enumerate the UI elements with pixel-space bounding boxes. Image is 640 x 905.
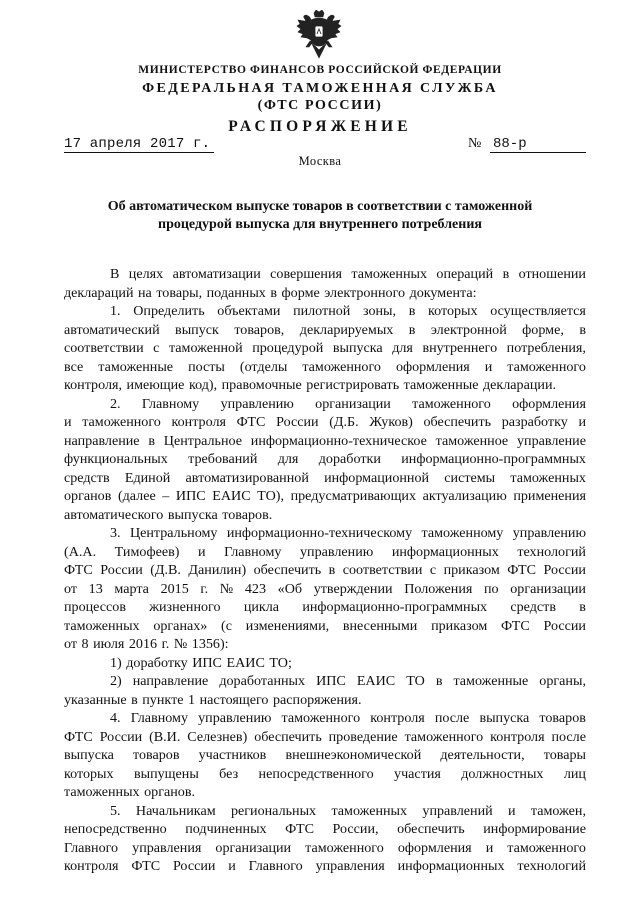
- word: информирование: [483, 821, 586, 837]
- word: жизненного: [149, 599, 221, 615]
- body-line: [64, 598, 586, 617]
- word: подчиненных: [185, 821, 267, 837]
- body-line: [64, 450, 586, 469]
- word: все: [64, 358, 84, 375]
- word: таможенного: [507, 358, 586, 375]
- word: объектами: [217, 303, 281, 319]
- word: информационно-техническое: [250, 432, 427, 449]
- word: ИПС: [175, 488, 206, 504]
- word: ФТС: [507, 562, 537, 578]
- body-line: от 8 июля 2016 г. № 1356):: [64, 636, 229, 652]
- word: Главного: [248, 858, 303, 874]
- word: ТО),: [257, 488, 284, 504]
- body-line: 1) доработку ИПС ЕАИС ТО;: [110, 654, 292, 671]
- word: форме,: [522, 321, 564, 338]
- word: управлению: [300, 543, 374, 560]
- word: утверждении: [313, 580, 393, 597]
- number-label: №: [468, 136, 482, 151]
- word: цикла: [243, 599, 280, 615]
- word: и: [578, 414, 586, 430]
- word: которых: [428, 303, 478, 319]
- word: (далее: [117, 488, 156, 504]
- body-line: таможенных органов.: [64, 784, 196, 800]
- word: таможенному: [421, 525, 504, 541]
- word: России,: [332, 821, 379, 837]
- word: и: [64, 414, 72, 430]
- word: осуществляется: [490, 303, 586, 319]
- word: ФТС: [285, 821, 314, 837]
- body-line: указанные в пункте 1 настоящего распоряжения.: [64, 691, 362, 708]
- word: направление: [64, 432, 140, 449]
- word: и: [198, 543, 206, 560]
- word: направление: [132, 673, 209, 689]
- word: товаров,: [234, 321, 285, 338]
- word: Главному: [224, 543, 282, 560]
- word: декларируемых: [299, 321, 394, 338]
- word: Главному: [130, 710, 189, 726]
- word: требований: [188, 451, 258, 467]
- word: ТО: [406, 673, 425, 689]
- word: с: [429, 562, 437, 578]
- word: таможен,: [530, 802, 586, 819]
- word: Единой: [124, 469, 171, 486]
- word: №: [219, 580, 234, 597]
- word: товаров: [539, 710, 586, 726]
- city: Москва: [298, 154, 342, 168]
- word: управлению: [198, 710, 272, 726]
- word: лиц: [563, 765, 586, 782]
- body-line: [64, 265, 586, 284]
- word: 1.: [110, 303, 121, 319]
- word: Положения: [404, 580, 473, 597]
- word: и: [484, 358, 493, 375]
- word: применения: [513, 488, 586, 504]
- word: обеспечить: [397, 821, 465, 837]
- word: Начальникам: [135, 802, 216, 819]
- word: 2015: [160, 580, 189, 597]
- word: 2): [110, 673, 122, 689]
- body-line: [64, 617, 586, 636]
- document-body: [64, 265, 586, 876]
- word: 423: [244, 580, 266, 597]
- word: разработку: [501, 414, 568, 430]
- word: электронной: [430, 321, 507, 338]
- word: информационных: [391, 543, 499, 560]
- word: таможенных: [510, 469, 586, 486]
- word: отношении: [518, 266, 586, 282]
- word: внешнеэкономической: [285, 747, 422, 763]
- word: в: [435, 673, 443, 689]
- word: Жуков): [369, 414, 413, 430]
- body-line: [64, 524, 586, 543]
- word: Данилин): [188, 562, 247, 578]
- service-name: ФЕДЕРАЛЬНАЯ ТАМОЖЕННАЯ СЛУЖБА: [142, 81, 498, 96]
- ministry-name: МИНИСТЕРСТВО ФИНАНСОВ РОССИЙСКОЙ ФЕДЕРАЦИИ: [138, 64, 502, 76]
- word: таможенные: [98, 358, 174, 375]
- word: ИПС: [316, 673, 346, 689]
- word: таможенного: [305, 839, 384, 856]
- word: органов: [64, 488, 112, 504]
- word: контроля: [370, 710, 425, 726]
- word: ФТС: [131, 858, 161, 874]
- word: региональных: [230, 802, 317, 819]
- title-line: Об автоматическом выпуске товаров в соответствии с таможенной: [107, 199, 533, 214]
- word: и: [228, 858, 236, 874]
- word: в: [408, 303, 416, 319]
- body-line: [64, 857, 586, 876]
- word: организации: [315, 395, 391, 412]
- word: непосредственного: [258, 765, 374, 782]
- word: таможенных: [351, 266, 427, 282]
- word: технологий: [517, 543, 586, 560]
- word: целях: [128, 266, 164, 282]
- word: органах»: [153, 617, 208, 634]
- word: после: [434, 710, 470, 726]
- word: деятельности,: [440, 747, 525, 763]
- word: в: [502, 266, 510, 282]
- body-line: [64, 728, 586, 747]
- word: таможенного: [302, 358, 381, 375]
- word: управления: [132, 839, 202, 856]
- word: и: [508, 802, 516, 819]
- word: управлению: [220, 395, 294, 412]
- word: доработки: [318, 451, 381, 467]
- body-line: [64, 543, 586, 562]
- body-line: [64, 469, 586, 488]
- word: г.: [200, 580, 209, 597]
- word: процедурой: [252, 340, 324, 356]
- body-line: [64, 580, 586, 599]
- word: (отделы: [239, 358, 288, 375]
- document-type: РАСПОРЯЖЕНИЕ: [228, 118, 412, 135]
- word: контроля: [64, 858, 119, 874]
- word: выпуск: [175, 321, 219, 338]
- body-line: [64, 487, 586, 506]
- word: выпуска: [64, 747, 114, 763]
- word: процессов: [64, 599, 126, 615]
- word: выпуска: [479, 710, 530, 726]
- word: непосредственно: [64, 821, 167, 837]
- coat-of-arms-emblem: [296, 10, 342, 62]
- word: таможенные: [453, 673, 529, 689]
- service-abbreviation: (ФТС РОССИИ): [257, 98, 383, 113]
- word: посты: [188, 358, 225, 375]
- word: участников: [198, 747, 267, 763]
- word: России: [543, 562, 586, 578]
- word: оформления: [512, 395, 586, 412]
- word: России: [100, 562, 143, 578]
- word: Главного: [64, 839, 119, 856]
- word: от: [64, 580, 78, 597]
- body-line: автоматического выпуска товаров.: [64, 506, 273, 523]
- word: информационной: [324, 469, 430, 486]
- word: таможенного: [412, 395, 491, 412]
- word: марта: [114, 580, 149, 597]
- word: без: [219, 765, 239, 782]
- word: оформления: [395, 358, 470, 375]
- word: Главному: [141, 395, 200, 412]
- word: в: [148, 432, 155, 449]
- body-line: [64, 395, 586, 414]
- word: и: [485, 839, 494, 856]
- word: Центральное: [163, 432, 242, 449]
- word: информационно-программных: [401, 451, 586, 467]
- word: 5.: [110, 802, 121, 819]
- body-line: [64, 820, 586, 839]
- word: актуализацию: [422, 488, 507, 504]
- document-title: [72, 198, 568, 234]
- word: В: [110, 266, 120, 282]
- word: внутреннего: [422, 340, 498, 356]
- body-line: [64, 839, 586, 858]
- word: в: [579, 321, 586, 338]
- word: соответствии: [342, 562, 423, 578]
- body-line: [64, 709, 586, 728]
- body-line: контроля, имеющие код), правомочные регистрировать таможенные декларации.: [64, 377, 557, 393]
- word: (с: [221, 617, 232, 634]
- word: Селезнев): [187, 728, 248, 745]
- word: ЕАИС: [356, 673, 396, 689]
- word: оформления: [397, 839, 472, 856]
- word: технологий: [517, 858, 586, 874]
- date-field: [64, 136, 214, 153]
- word: внесенными: [342, 617, 418, 634]
- word: контроля: [490, 728, 545, 745]
- word: ЕАИС: [212, 488, 251, 504]
- word: 2.: [110, 395, 121, 412]
- document-number: 88-р: [493, 136, 527, 152]
- word: зоны,: [362, 303, 397, 319]
- word: ФТС: [500, 617, 530, 634]
- body-line: [64, 765, 586, 784]
- body-line: [64, 561, 586, 580]
- word: информационных: [397, 858, 505, 874]
- word: Центральному: [129, 525, 218, 541]
- word: ФТС: [236, 414, 266, 430]
- word: с: [153, 340, 160, 356]
- word: пилотной: [293, 303, 351, 319]
- word: должностных: [461, 765, 544, 782]
- word: потребления,: [506, 340, 586, 356]
- word: организации: [215, 839, 292, 856]
- word: управление: [516, 432, 586, 449]
- word: органы,: [539, 673, 586, 689]
- word: обеспечить: [254, 728, 322, 745]
- word: Тимофеев): [114, 543, 180, 560]
- word: доработанных: [219, 673, 306, 689]
- word: информационно-техническому: [226, 525, 413, 541]
- word: средств: [510, 599, 556, 615]
- word: управления: [315, 858, 385, 874]
- word: в: [408, 321, 416, 338]
- word: России: [543, 617, 586, 634]
- word: таможенного: [82, 414, 161, 430]
- word: таможенное: [435, 432, 509, 449]
- word: (А.А.: [64, 543, 97, 560]
- word: в: [328, 562, 336, 578]
- body-line: [64, 413, 586, 432]
- word: выпуска: [332, 340, 383, 356]
- body-line: [64, 302, 586, 321]
- number-field: [490, 136, 586, 153]
- word: обеспечить: [423, 414, 492, 430]
- word: автоматизированной: [185, 469, 309, 486]
- word: выпущены: [133, 765, 199, 782]
- word: приказом: [443, 562, 500, 578]
- word: (Д.Б.: [329, 414, 359, 430]
- word: ФТС: [64, 728, 93, 745]
- word: таможенного: [281, 710, 361, 726]
- word: организации: [510, 580, 586, 597]
- body-line: [64, 321, 586, 340]
- word: таможенной: [168, 340, 243, 356]
- title-line: процедурой выпуска для внутреннего потребления: [158, 217, 482, 232]
- word: которых: [64, 765, 114, 782]
- word: 4.: [110, 710, 121, 726]
- word: соответствии: [64, 340, 144, 356]
- word: для: [392, 340, 413, 356]
- body-line: [64, 672, 586, 691]
- document-date: 17 апреля 2017 г.: [64, 136, 211, 152]
- word: в: [579, 599, 586, 615]
- word: приказом: [431, 617, 488, 634]
- word: совершения: [270, 266, 342, 282]
- word: (Д.В.: [150, 562, 181, 578]
- word: проведение: [328, 728, 398, 745]
- word: управлений: [422, 802, 493, 819]
- word: участия: [394, 765, 441, 782]
- word: операций: [436, 266, 494, 282]
- word: обеспечить: [253, 562, 322, 578]
- word: таможенного: [404, 728, 484, 745]
- word: средств: [64, 469, 110, 486]
- word: предусматривающих: [290, 488, 417, 504]
- word: товаров: [132, 747, 180, 763]
- word: 13: [88, 580, 103, 597]
- word: управлению: [512, 525, 586, 541]
- word: функциональных: [64, 451, 168, 467]
- word: таможенного: [507, 839, 586, 856]
- word: ФТС: [64, 562, 93, 578]
- body-line: [64, 358, 586, 377]
- word: –: [162, 488, 170, 504]
- word: системы: [444, 469, 496, 486]
- word: (В.И.: [149, 728, 181, 745]
- word: товары: [543, 747, 586, 763]
- word: России: [172, 858, 216, 874]
- word: после: [551, 728, 586, 745]
- word: России: [99, 728, 143, 745]
- word: по: [484, 580, 499, 597]
- word: 3.: [110, 525, 121, 541]
- word: Определить: [133, 303, 205, 319]
- word: автоматизации: [172, 266, 261, 282]
- word: автоматический: [64, 321, 160, 338]
- word: «Об: [277, 580, 303, 597]
- body-line: [64, 802, 586, 821]
- word: России: [276, 414, 319, 430]
- body-line: [64, 432, 586, 451]
- word: изменениями,: [245, 617, 330, 634]
- body-line: деклараций на товары, поданных в форме электронного документа:: [64, 284, 477, 301]
- word: информационно-программных: [302, 599, 488, 615]
- word: таможенных: [64, 617, 140, 634]
- body-line: [64, 339, 586, 358]
- body-line: [64, 746, 586, 765]
- word: контроля: [171, 414, 226, 430]
- word: таможенных: [331, 802, 408, 819]
- word: для: [277, 451, 299, 467]
